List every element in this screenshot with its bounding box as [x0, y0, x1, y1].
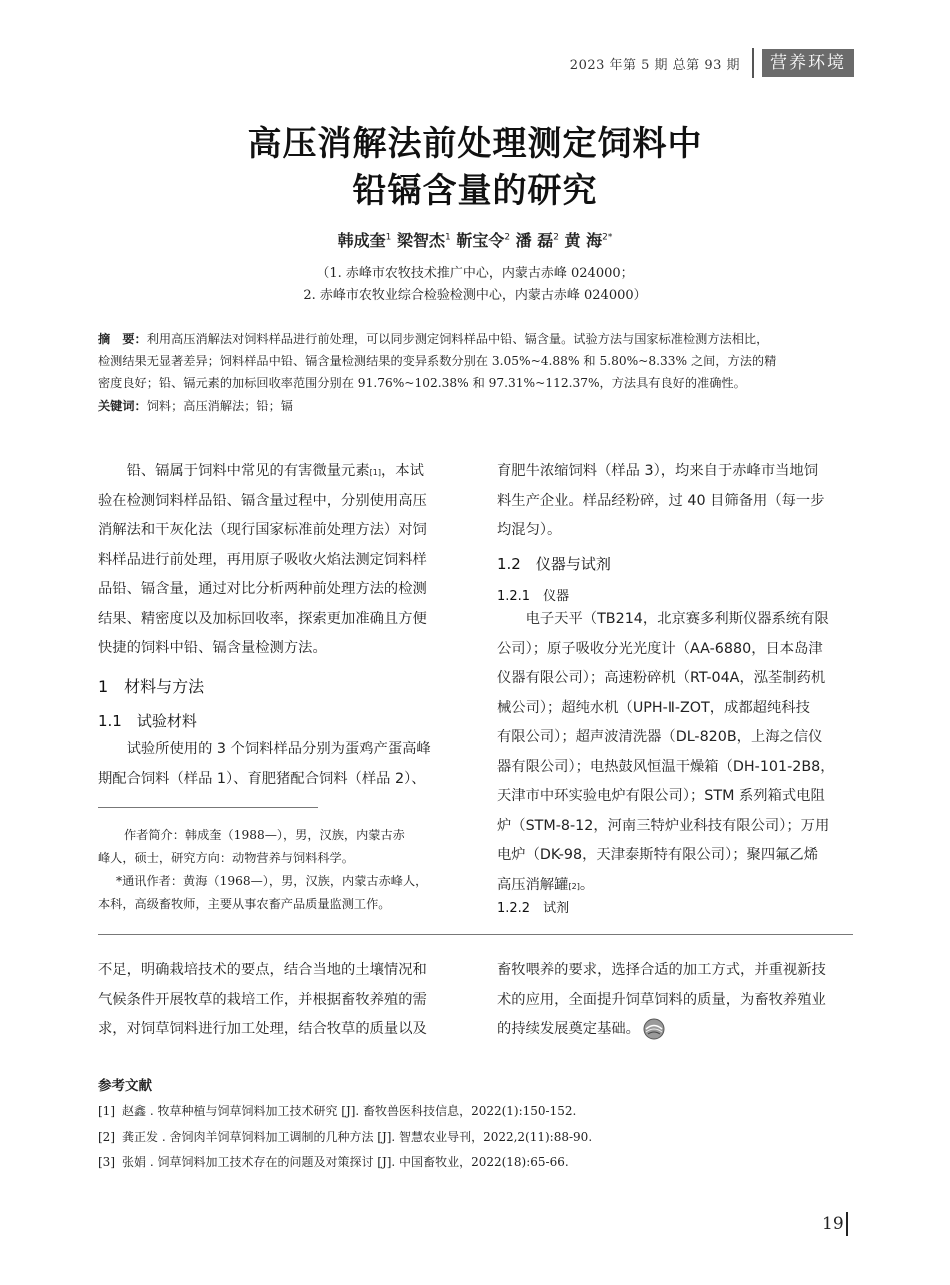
article-divider — [98, 934, 853, 935]
citation-ref: [1] — [369, 468, 381, 477]
body-line: 求，对饲草饲料进行加工处理，结合牧草的质量以及 — [98, 1021, 427, 1037]
page-number-bar — [846, 1212, 848, 1236]
issue-info: 2023 年第 5 期 总第 93 期 — [569, 58, 740, 73]
header-divider — [752, 48, 754, 78]
keywords — [98, 397, 293, 414]
article-title-line2: 铅镉含量的研究 — [352, 171, 598, 211]
author-name: 靳宝令 — [456, 231, 505, 250]
author-affil-mark: 2* — [602, 232, 613, 243]
body-line: 消解法和干灰化法（现行国家标准前处理方法）对饲 — [98, 522, 427, 538]
body-line: 期配合饲料（样品 1）、育肥猪配合饲料（样品 2）、 — [98, 770, 426, 787]
keywords-label: 关键词： — [98, 399, 147, 413]
reference-item — [98, 1102, 576, 1119]
affiliation-line1: （1. 赤峰市农牧技术推广中心，内蒙古赤峰 024000； — [316, 266, 634, 281]
body-line: 炉（STM-8-12，河南三特炉业科技有限公司）；万用 — [497, 817, 830, 834]
abstract-label: 摘 要： — [98, 332, 147, 346]
author-name: 潘 磊 — [515, 231, 554, 250]
footnote-line: 作者简介：韩成奎（1988—），男，汉族，内蒙古赤 — [124, 828, 405, 842]
body-line: 品铅、镉含量，通过对比分析两种前处理方法的检测 — [98, 581, 427, 597]
body-line: 均混匀）。 — [497, 522, 562, 538]
continued-text-left — [98, 956, 460, 1045]
section-heading-1-2-2: 1.2.2 试剂 — [497, 901, 570, 916]
body-line: 铅、镉属于饲料中常见的有害微量元素[1]，本试 — [126, 463, 424, 479]
section-heading-1: 1 材料与方法 — [98, 677, 205, 696]
body-line: 术的应用，全面提升饲草饲料的质量，为畜牧养殖业 — [497, 991, 826, 1008]
materials-paragraph — [98, 735, 460, 794]
body-line: 试验所使用的 3 个饲料样品分别为蛋鸡产蛋高峰 — [126, 741, 431, 757]
author-name: 梁智杰 — [396, 231, 445, 250]
body-line: 料生产企业。样品经粉碎，过 40 目筛备用（每一步 — [497, 492, 825, 509]
author-name: 黄 海 — [564, 231, 603, 250]
section-heading-1-1: 1.1 试验材料 — [98, 712, 197, 730]
end-mark-icon — [643, 1018, 665, 1040]
author-name: 韩成奎 — [337, 231, 386, 250]
abstract-line: 检测结果无显著差异；饲料样品中铅、镉含量检测结果的变异系数分别在 3.05%~4.88% 和 5.80%~8.33% 之间，方法的精 — [98, 354, 777, 368]
affiliation-line2: 2. 赤峰市农牧业综合检验检测中心，内蒙古赤峰 024000） — [303, 288, 647, 303]
body-line: 高压消解罐[2]。 — [497, 876, 595, 893]
section-heading-1-2-1: 1.2.1 仪器 — [497, 589, 570, 604]
body-line: 电子天平（TB214，北京赛多利斯仪器系统有限 — [525, 611, 829, 627]
body-line: 育肥牛浓缩饲料（样品 3），均来自于赤峰市当地饲 — [497, 463, 819, 479]
section-tag: 营养环境 — [762, 49, 854, 77]
body-line: 不足，明确栽培技术的要点，结合当地的土壤情况和 — [98, 962, 427, 978]
footnote-rule — [98, 807, 318, 808]
body-line: 器有限公司）；电热鼓风恒温干燥箱（DH-101-2B8， — [497, 758, 835, 775]
right-column-materials — [497, 457, 857, 546]
body-line: 结果、精密度以及加标回收率，探索更加准确且方便 — [98, 610, 427, 627]
footnote-line: 本科，高级畜牧师，主要从事农畜产品质量监测工作。 — [98, 897, 391, 911]
body-line: 的持续发展奠定基础。 — [497, 1015, 859, 1045]
abstract-line: 利用高压消解法对饲料样品进行前处理，可以同步测定饲料样品中铅、镉含量。试验方法与国家标准检测方法相比， — [146, 332, 769, 346]
body-line: 验在检测饲料样品铅、镉含量过程中，分别使用高压 — [98, 492, 427, 509]
reference-text: 赵鑫 . 牧草种植与饲草饲料加工技术研究 [J]. 畜牧兽医科技信息，2022(1):150-152. — [122, 1104, 577, 1118]
body-line: 仪器有限公司）；高速粉碎机（RT-04A，泓荃制药机 — [497, 670, 826, 686]
section-heading-1-2: 1.2 仪器与试剂 — [497, 555, 611, 573]
reference-number: [2] — [98, 1130, 115, 1144]
page-number: 19 — [822, 1214, 844, 1234]
reference-number: [1] — [98, 1104, 115, 1118]
body-line: 料样品进行前处理，再用原子吸收火焰法测定饲料样 — [98, 551, 427, 568]
footnote-line: *通讯作者：黄海（1968—），男，汉族，内蒙古赤峰人， — [116, 874, 428, 888]
body-line: 快捷的饲料中铅、镉含量检测方法。 — [98, 640, 327, 656]
reference-text: 张娟 . 饲草饲料加工技术存在的问题及对策探讨 [J]. 中国畜牧业，2022(18):65-66. — [122, 1155, 569, 1169]
author-list — [0, 228, 950, 251]
instruments-paragraph — [497, 605, 857, 900]
left-column — [98, 457, 460, 664]
reference-item — [98, 1128, 592, 1145]
author-affil-mark: 2 — [553, 232, 559, 243]
reference-text: 龚正发 . 舍饲肉羊饲草饲料加工调制的几种方法 [J]. 智慧农业导刊，2022,2(11):88-90. — [122, 1130, 593, 1144]
abstract — [98, 328, 856, 394]
abstract-line: 密度良好；铅、镉元素的加标回收率范围分别在 91.76%~102.38% 和 97.31%~112.37%，方法具有良好的准确性。 — [98, 376, 746, 390]
article-title-line1: 高压消解法前处理测定饲料中 — [247, 124, 703, 164]
author-affil-mark: 1 — [445, 232, 451, 243]
author-affil-mark: 2 — [504, 232, 511, 243]
keywords-text: 饲料；高压消解法；铅；镉 — [146, 399, 293, 413]
citation-ref: [2] — [568, 881, 580, 891]
references-title: 参考文献 — [98, 1078, 152, 1094]
body-line: 电炉（DK-98，天津泰斯特有限公司）；聚四氟乙烯 — [497, 847, 819, 863]
footnote-line: 峰人，硕士，研究方向：动物营养与饲料科学。 — [98, 851, 354, 865]
author-footnotes — [98, 824, 460, 916]
body-line: 畜牧喂养的要求，选择合适的加工方式，并重视新技 — [497, 962, 826, 978]
body-line: 公司）；原子吸收分光光度计（AA-6880，日本岛津 — [497, 640, 823, 657]
continued-text-right — [497, 956, 859, 1045]
reference-item — [98, 1153, 569, 1170]
author-affil-mark: 1 — [385, 232, 392, 243]
body-line: 有限公司）；超声波清洗器（DL-820B，上海之信仪 — [497, 729, 823, 745]
reference-number: [3] — [98, 1155, 115, 1169]
body-line: 天津市中环实验电炉有限公司）；STM 系列箱式电阻 — [497, 788, 825, 804]
body-line: 械公司）；超纯水机（UPH-Ⅱ-ZOT，成都超纯科技 — [497, 699, 810, 716]
body-line: 气候条件开展牧草的栽培工作，并根据畜牧养殖的需 — [98, 991, 427, 1008]
